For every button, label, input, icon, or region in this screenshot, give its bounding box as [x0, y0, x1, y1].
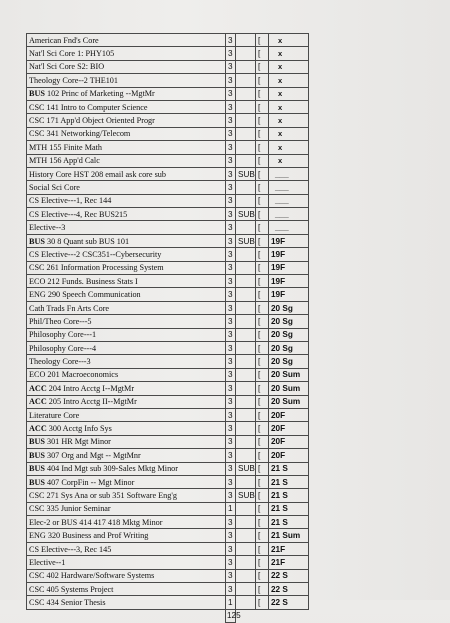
course-name-cell: History Core HST 208 email ask core sub [27, 167, 226, 180]
credits-cell: 3 [226, 382, 236, 395]
substitution-cell [236, 569, 256, 582]
term-cell: 20F [269, 408, 309, 421]
credits-cell: 3 [226, 288, 236, 301]
checkbox-mark-cell: [ [256, 208, 269, 221]
credits-cell: 3 [226, 315, 236, 328]
course-name-cell [27, 449, 226, 462]
checkbox-mark-cell: [ [256, 301, 269, 314]
course-name-cell: CSC 261 Information Processing System [27, 261, 226, 274]
checkbox-mark-cell: [ [256, 167, 269, 180]
checkbox-mark-cell: [ [256, 221, 269, 234]
course-name-cell: Literature Core [27, 408, 226, 421]
substitution-cell [236, 435, 256, 448]
substitution-cell [236, 502, 256, 515]
checkbox-mark-cell: [ [256, 382, 269, 395]
table-row [27, 489, 309, 502]
table-row [27, 34, 309, 47]
table-row [27, 355, 309, 368]
substitution-cell [236, 395, 256, 408]
table-row [27, 542, 309, 555]
course-name-cell: CSC 271 Sys Ana or sub 351 Software Eng'g [27, 489, 226, 502]
table-row [27, 288, 309, 301]
credits-cell: 3 [226, 100, 236, 113]
course-title-text: 307 Org and Mgt -- MgtMnr [44, 450, 141, 460]
checkbox-mark-cell: [ [256, 47, 269, 60]
checkbox-mark-cell: [ [256, 462, 269, 475]
substitution-cell [236, 529, 256, 542]
course-title-text: 102 Princ of Marketing --MgtMr [44, 89, 155, 99]
table-row [27, 114, 309, 127]
table-row [27, 475, 309, 488]
course-name-cell: Philosophy Core---4 [27, 341, 226, 354]
term-cell: x [269, 47, 309, 60]
credits-cell: 3 [226, 368, 236, 381]
course-name-cell: CSC 341 Networking/Telecom [27, 127, 226, 140]
term-cell: x [269, 154, 309, 167]
term-cell: x [269, 127, 309, 140]
course-name-cell [27, 422, 226, 435]
substitution-cell [236, 221, 256, 234]
substitution-cell [236, 181, 256, 194]
substitution-cell [236, 275, 256, 288]
term-cell: x [269, 114, 309, 127]
table-row [27, 569, 309, 582]
term-cell: 21 S [269, 475, 309, 488]
table-row [27, 181, 309, 194]
term-cell: 20 Sg [269, 355, 309, 368]
substitution-cell [236, 315, 256, 328]
term-cell: 19F [269, 248, 309, 261]
total-row [27, 609, 309, 622]
checkbox-mark-cell: [ [256, 395, 269, 408]
term-cell: 20F [269, 422, 309, 435]
table-row [27, 408, 309, 421]
term-cell: 19F [269, 288, 309, 301]
table-row [27, 275, 309, 288]
substitution-cell [236, 141, 256, 154]
term-cell: x [269, 74, 309, 87]
table-row [27, 234, 309, 247]
course-dept-code: BUS [29, 236, 45, 246]
table-row [27, 221, 309, 234]
course-name-cell: MTH 155 Finite Math [27, 141, 226, 154]
substitution-cell [236, 87, 256, 100]
term-cell: 20F [269, 449, 309, 462]
course-name-cell: ECO 201 Macroeconomics [27, 368, 226, 381]
credits-cell: 3 [226, 301, 236, 314]
term-cell: 20 Sg [269, 315, 309, 328]
table-row [27, 341, 309, 354]
term-cell: 21 S [269, 502, 309, 515]
term-cell: 21F [269, 556, 309, 569]
table-row [27, 87, 309, 100]
substitution-cell: SUB [236, 208, 256, 221]
course-dept-code: BUS [29, 89, 45, 99]
table-row [27, 167, 309, 180]
course-dept-code: BUS [29, 477, 45, 487]
credits-cell: 3 [226, 87, 236, 100]
table-row [27, 462, 309, 475]
checkbox-mark-cell: [ [256, 275, 269, 288]
course-name-cell: Cath Trads Fn Arts Core [27, 301, 226, 314]
substitution-cell [236, 248, 256, 261]
total-credits: 125 [226, 609, 236, 622]
credits-cell: 3 [226, 127, 236, 140]
checkbox-mark-cell: [ [256, 408, 269, 421]
checkbox-mark-cell: [ [256, 341, 269, 354]
credits-cell: 3 [226, 449, 236, 462]
term-cell: ___ [269, 167, 309, 180]
checkbox-mark-cell: [ [256, 100, 269, 113]
term-cell: 20 Sg [269, 341, 309, 354]
course-name-cell: CS Elective---3, Rec 145 [27, 542, 226, 555]
credits-cell: 3 [226, 395, 236, 408]
term-cell: x [269, 34, 309, 47]
credits-cell: 3 [226, 34, 236, 47]
substitution-cell: SUB [236, 462, 256, 475]
substitution-cell [236, 516, 256, 529]
term-cell: 21 S [269, 489, 309, 502]
term-cell: 20F [269, 435, 309, 448]
table-row [27, 516, 309, 529]
term-cell: ___ [269, 221, 309, 234]
checkbox-mark-cell: [ [256, 475, 269, 488]
credits-cell: 3 [226, 234, 236, 247]
course-name-cell: American Fnd's Core [27, 34, 226, 47]
total-blank [236, 609, 309, 622]
checkbox-mark-cell: [ [256, 234, 269, 247]
course-name-cell: ENG 290 Speech Communication [27, 288, 226, 301]
substitution-cell [236, 328, 256, 341]
credits-cell: 3 [226, 275, 236, 288]
checkbox-mark-cell: [ [256, 74, 269, 87]
checkbox-mark-cell: [ [256, 516, 269, 529]
substitution-cell [236, 475, 256, 488]
checkbox-mark-cell: [ [256, 449, 269, 462]
course-name-cell: CSC 402 Hardware/Software Systems [27, 569, 226, 582]
credits-cell: 3 [226, 435, 236, 448]
term-cell: 19F [269, 234, 309, 247]
substitution-cell [236, 60, 256, 73]
table-row [27, 382, 309, 395]
term-cell: x [269, 100, 309, 113]
course-name-cell [27, 475, 226, 488]
credits-cell: 3 [226, 114, 236, 127]
credits-cell: 3 [226, 341, 236, 354]
course-name-cell: Elective--3 [27, 221, 226, 234]
substitution-cell [236, 583, 256, 596]
course-name-cell: CSC 434 Senior Thesis [27, 596, 226, 609]
substitution-cell [236, 154, 256, 167]
substitution-cell [236, 100, 256, 113]
course-name-cell: CSC 171 App'd Object Oriented Progr [27, 114, 226, 127]
table-row [27, 422, 309, 435]
checkbox-mark-cell: [ [256, 34, 269, 47]
credits-cell: 3 [226, 208, 236, 221]
term-cell: ___ [269, 181, 309, 194]
checkbox-mark-cell: [ [256, 261, 269, 274]
checkbox-mark-cell: [ [256, 114, 269, 127]
substitution-cell [236, 368, 256, 381]
checkbox-mark-cell: [ [256, 87, 269, 100]
credits-cell: 3 [226, 141, 236, 154]
substitution-cell [236, 261, 256, 274]
checkbox-mark-cell: [ [256, 60, 269, 73]
checkbox-mark-cell: [ [256, 328, 269, 341]
checkbox-mark-cell: [ [256, 529, 269, 542]
table-row [27, 529, 309, 542]
credits-cell: 3 [226, 328, 236, 341]
credits-cell: 3 [226, 167, 236, 180]
course-dept-code: ACC [29, 424, 47, 434]
checkbox-mark-cell: [ [256, 502, 269, 515]
course-name-cell: Elective--1 [27, 556, 226, 569]
checkbox-mark-cell: [ [256, 248, 269, 261]
course-name-cell: Elec-2 or BUS 414 417 418 Mktg Minor [27, 516, 226, 529]
table-row [27, 194, 309, 207]
table-row [27, 583, 309, 596]
table-row [27, 301, 309, 314]
substitution-cell [236, 556, 256, 569]
substitution-cell [236, 114, 256, 127]
substitution-cell [236, 449, 256, 462]
credits-cell: 3 [226, 529, 236, 542]
table-row [27, 368, 309, 381]
checkbox-mark-cell: [ [256, 583, 269, 596]
checkbox-mark-cell: [ [256, 355, 269, 368]
term-cell: 21 Sum [269, 529, 309, 542]
course-name-cell: CSC 405 Systems Project [27, 583, 226, 596]
table-row [27, 556, 309, 569]
term-cell: 22 S [269, 569, 309, 582]
credits-cell: 3 [226, 194, 236, 207]
substitution-cell: SUB [236, 234, 256, 247]
table-row [27, 435, 309, 448]
course-title-text: 407 CorpFin -- Mgt Minor [44, 477, 135, 487]
credits-cell: 3 [226, 355, 236, 368]
course-name-cell: Theology Core--2 THE101 [27, 74, 226, 87]
course-name-cell: MTH 156 App'd Calc [27, 154, 226, 167]
credits-cell: 3 [226, 408, 236, 421]
substitution-cell [236, 341, 256, 354]
course-dept-code: ACC [29, 397, 47, 407]
course-name-cell: ENG 320 Business and Prof Writing [27, 529, 226, 542]
course-dept-code: BUS [29, 464, 45, 474]
substitution-cell [236, 422, 256, 435]
term-cell: 20 Sum [269, 368, 309, 381]
course-name-cell: ECO 212 Funds. Business Stats I [27, 275, 226, 288]
table-row [27, 248, 309, 261]
term-cell: 19F [269, 275, 309, 288]
term-cell: 21 S [269, 462, 309, 475]
credits-cell: 3 [226, 261, 236, 274]
table-row [27, 60, 309, 73]
term-cell: ___ [269, 208, 309, 221]
substitution-cell [236, 74, 256, 87]
course-title-text: 205 Intro Acctg II--MgtMr [46, 397, 137, 407]
substitution-cell [236, 34, 256, 47]
substitution-cell [236, 408, 256, 421]
substitution-cell [236, 382, 256, 395]
table-row [27, 449, 309, 462]
course-name-cell: CS Elective---1, Rec 144 [27, 194, 226, 207]
checkbox-mark-cell: [ [256, 422, 269, 435]
course-plan-table [26, 33, 309, 623]
course-name-cell [27, 382, 226, 395]
course-name-cell: CSC 335 Junior Seminar [27, 502, 226, 515]
credits-cell: 3 [226, 516, 236, 529]
credits-cell: 3 [226, 489, 236, 502]
course-title-text: 301 HR Mgt Minor [44, 437, 111, 447]
credits-cell: 3 [226, 583, 236, 596]
credits-cell: 3 [226, 60, 236, 73]
course-name-cell: CSC 141 Intro to Computer Science [27, 100, 226, 113]
term-cell: 20 Sum [269, 382, 309, 395]
checkbox-mark-cell: [ [256, 556, 269, 569]
course-name-cell: Nat'l Sci Core S2: BIO [27, 60, 226, 73]
table-row [27, 74, 309, 87]
course-title-text: 404 Ind Mgt sub 309-Sales Mktg Minor [44, 464, 178, 474]
course-name-cell [27, 87, 226, 100]
credits-cell: 3 [226, 542, 236, 555]
course-title-text: 300 Acctg Info Sys [46, 424, 112, 434]
table-row [27, 47, 309, 60]
substitution-cell [236, 596, 256, 609]
course-name-cell: Nat'l Sci Core 1: PHY105 [27, 47, 226, 60]
term-cell: x [269, 141, 309, 154]
term-cell: 22 S [269, 583, 309, 596]
checkbox-mark-cell: [ [256, 435, 269, 448]
term-cell: 19F [269, 261, 309, 274]
substitution-cell: SUB [236, 489, 256, 502]
table-row [27, 208, 309, 221]
table-row [27, 261, 309, 274]
course-name-cell: CS Elective---4, Rec BUS215 [27, 208, 226, 221]
table-row [27, 154, 309, 167]
credits-cell: 3 [226, 221, 236, 234]
table-row [27, 315, 309, 328]
table-row [27, 502, 309, 515]
term-cell: 20 Sg [269, 328, 309, 341]
term-cell: 20 Sg [269, 301, 309, 314]
credits-cell: 3 [226, 47, 236, 60]
term-cell: 21F [269, 542, 309, 555]
course-name-cell [27, 395, 226, 408]
checkbox-mark-cell: [ [256, 489, 269, 502]
table-row [27, 141, 309, 154]
substitution-cell [236, 301, 256, 314]
substitution-cell [236, 542, 256, 555]
term-cell: x [269, 87, 309, 100]
checkbox-mark-cell: [ [256, 315, 269, 328]
course-name-cell: Phil/Theo Core---5 [27, 315, 226, 328]
total-spacer [27, 609, 226, 622]
course-title-text: 30 8 Quant sub BUS 101 [44, 236, 130, 246]
credits-cell: 3 [226, 462, 236, 475]
checkbox-mark-cell: [ [256, 194, 269, 207]
course-name-cell [27, 234, 226, 247]
course-name-cell: Social Sci Core [27, 181, 226, 194]
credits-cell: 3 [226, 181, 236, 194]
substitution-cell [236, 288, 256, 301]
credits-cell: 1 [226, 596, 236, 609]
checkbox-mark-cell: [ [256, 542, 269, 555]
checkbox-mark-cell: [ [256, 596, 269, 609]
term-cell: 22 S [269, 596, 309, 609]
course-dept-code: BUS [29, 437, 45, 447]
checkbox-mark-cell: [ [256, 569, 269, 582]
checkbox-mark-cell: [ [256, 181, 269, 194]
credits-cell: 1 [226, 502, 236, 515]
credits-cell: 3 [226, 154, 236, 167]
course-rows [27, 34, 309, 623]
course-dept-code: BUS [29, 450, 45, 460]
substitution-cell [236, 127, 256, 140]
credits-cell: 3 [226, 556, 236, 569]
course-name-cell: Philosophy Core---1 [27, 328, 226, 341]
term-cell: 20 Sum [269, 395, 309, 408]
table-row [27, 100, 309, 113]
checkbox-mark-cell: [ [256, 154, 269, 167]
substitution-cell [236, 355, 256, 368]
table-row [27, 596, 309, 609]
substitution-cell [236, 194, 256, 207]
course-name-cell [27, 462, 226, 475]
table-row [27, 127, 309, 140]
substitution-cell [236, 47, 256, 60]
credits-cell: 3 [226, 569, 236, 582]
credits-cell: 3 [226, 422, 236, 435]
course-name-cell: CS Elective---2 CSC351--Cybersecurity [27, 248, 226, 261]
checkbox-mark-cell: [ [256, 368, 269, 381]
credits-cell: 3 [226, 74, 236, 87]
course-dept-code: ACC [29, 383, 47, 393]
term-cell: 21 S [269, 516, 309, 529]
course-title-text: 204 Intro Acctg I--MgtMr [46, 383, 135, 393]
substitution-cell: SUB [236, 167, 256, 180]
course-name-cell: Theology Core---3 [27, 355, 226, 368]
term-cell: x [269, 60, 309, 73]
table-row [27, 328, 309, 341]
course-name-cell [27, 435, 226, 448]
credits-cell: 3 [226, 248, 236, 261]
table-row [27, 395, 309, 408]
credits-cell: 3 [226, 475, 236, 488]
term-cell: ___ [269, 194, 309, 207]
checkbox-mark-cell: [ [256, 141, 269, 154]
checkbox-mark-cell: [ [256, 127, 269, 140]
checkbox-mark-cell: [ [256, 288, 269, 301]
